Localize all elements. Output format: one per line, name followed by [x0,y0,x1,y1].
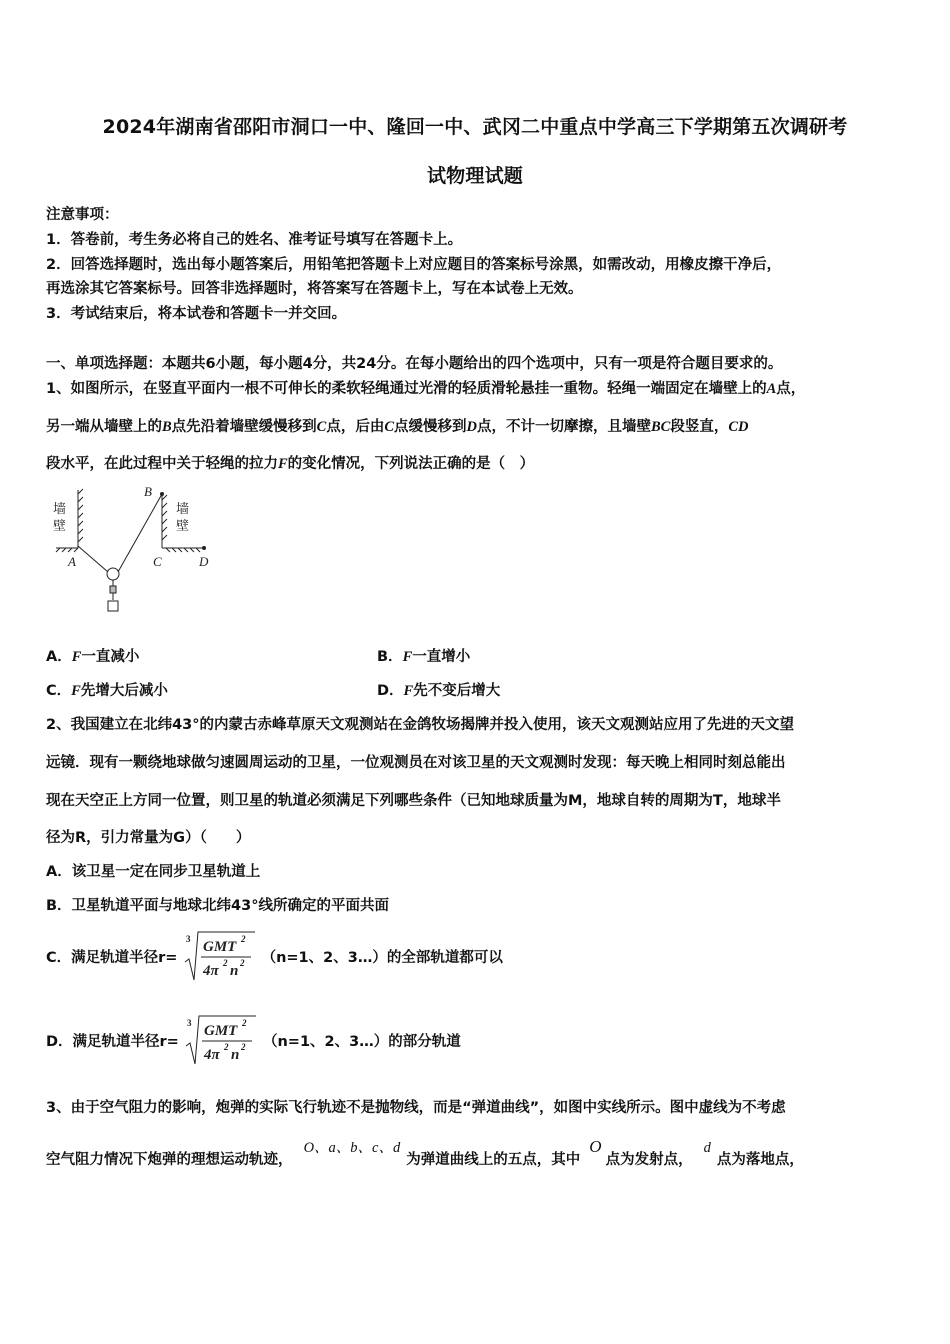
svg-text:4π: 4π [203,1047,220,1063]
point-D [202,546,206,550]
q2-line-2: 远镜．现有一颗绕地球做匀速圆周运动的卫星，一位观测员在对该卫星的天文观测时发现：每天晚上相同时刻总能出 [46,755,786,771]
var-O: O [589,1137,602,1156]
svg-text:4π: 4π [202,963,219,979]
orbit-radius-formula-d [184,1012,258,1068]
svg-text:n: n [230,1047,240,1063]
wall-label-left-2: 壁 [53,518,67,533]
notice-item-2: 2．回答选择题时，选出每小题答案后，用铅笔把答题卡上对应题目的答案标号涂黑，如需改动，用橡皮擦干净后， [46,257,782,273]
wall-label-right-2: 壁 [176,518,190,533]
q1-option-d[interactable]: D．F先不变后增大 [377,683,501,699]
rope-left [78,546,108,572]
var-F: F [278,456,288,472]
var-C-2: C [384,419,395,435]
svg-text:2: 2 [223,1042,229,1052]
svg-text:GMT: GMT [202,939,236,955]
notice-heading: 注意事项： [46,207,119,223]
q1-option-c[interactable]: C．F先增大后减小 [46,683,168,699]
notice-item-1: 1．答卷前，考生务必将自己的姓名、准考证号填写在答题卡上。 [46,232,463,248]
q2-line-3: 现在天空正上方同一位置，则卫星的轨道必须满足下列哪些条件（已知地球质量为M，地球自转的周期为T，地球半 [46,793,781,809]
weight [108,601,118,611]
svg-text:2: 2 [239,958,245,968]
svg-text:2: 2 [240,1042,246,1052]
section-heading: 一、单项选择题：本题共6小题，每小题4分，共24分。在每小题给出的四个选项中，只有一项是符合题目要求的。 [46,356,783,372]
var-D: D [466,419,477,435]
exam-title-line-1: 2024年湖南省邵阳市洞口一中、隆回一中、武冈二中重点中学高三下学期第五次调研考 [102,116,848,138]
q1-option-b[interactable]: B．F一直增小 [377,649,471,665]
var-CD: CD [728,419,749,435]
fig-label-B: B [144,484,152,499]
q2-line-1: 2、我国建立在北纬43°的内蒙古赤峰草原天文观测站在金鸽牧场揭牌并投入使用，该天文观测站应用了先进的天文望 [46,717,795,733]
q3-line-2: 空气阻力情况下炮弹的理想运动轨迹， O、a、b、c、d为弹道曲线上的五点，其中 O点为发射点， d点为落地点， [46,1137,804,1168]
var-BC: BC [651,419,671,435]
notice-item-3: 3．考试结束后，将本试卷和答题卡一并交回。 [46,306,347,322]
fig-label-D: D [199,554,209,569]
wall-label-left-1: 墙 [53,501,67,516]
q1-line-1: 1、如图所示，在竖直平面内一根不可伸长的柔软轻绳通过光滑的轻质滑轮悬挂一重物。轻绳一端固定在墙壁上的A点， [46,381,806,397]
var-A: A [766,381,777,397]
pulley [107,568,119,580]
pulley-figure [40,484,220,624]
wall-label-right-1: 墙 [176,501,190,516]
q1-line-3: 段水平，在此过程中关于轻绳的拉力F的变化情况，下列说法正确的是（ ） [46,456,535,472]
svg-text:2: 2 [222,958,228,968]
q1-option-a[interactable]: A．F一直减小 [46,649,140,665]
svg-text:GMT: GMT [203,1023,238,1039]
q2-option-b[interactable]: B．卫星轨道平面与地球北纬43°线所确定的平面共面 [46,898,389,914]
orbit-radius-formula-c [183,928,257,984]
var-B: B [162,419,172,435]
svg-text:2: 2 [241,1018,247,1028]
var-d: d [703,1140,711,1156]
svg-text:3: 3 [186,1018,192,1028]
svg-text:2: 2 [240,934,246,944]
exam-title-line-2: 试物理试题 [426,165,523,187]
svg-text:3: 3 [185,934,191,944]
q3-line-1: 3、由于空气阻力的影响，炮弹的实际飞行轨迹不是抛物线，而是“弹道曲线”，如图中实线所示。图中虚线为不考虑 [46,1100,786,1116]
q3-points: O、a、b、c、d [303,1140,401,1156]
q2-option-c[interactable]: C．满足轨道半径r= 3 GMT 2 4π 2 n 2 （n=1、2、3…）的全部轨道都可以 [46,928,503,988]
svg-text:n: n [229,963,238,979]
q2-line-4: 径为R，引力常量为G）（ ） [46,830,251,846]
q2-option-a[interactable]: A．该卫星一定在同步卫星轨道上 [46,864,261,880]
point-B [160,492,164,496]
fig-label-C: C [153,554,162,569]
q2-option-d[interactable]: D．满足轨道半径r= 3 GMT 2 4π 2 n 2 （n=1、2、3…）的部分轨道 [46,1012,461,1072]
q1-line-2: 另一端从墙壁上的B点先沿着墙壁缓慢移到C点，后由C点缓慢移到D点，不计一切摩擦，且墙壁BC段竖直，CD [46,419,749,435]
fig-label-A: A [68,554,76,569]
var-C: C [316,419,327,435]
notice-item-2-cont: 再选涂其它答案标号。回答非选择题时，将答案写在答题卡上，写在本试卷上无效。 [46,281,583,297]
